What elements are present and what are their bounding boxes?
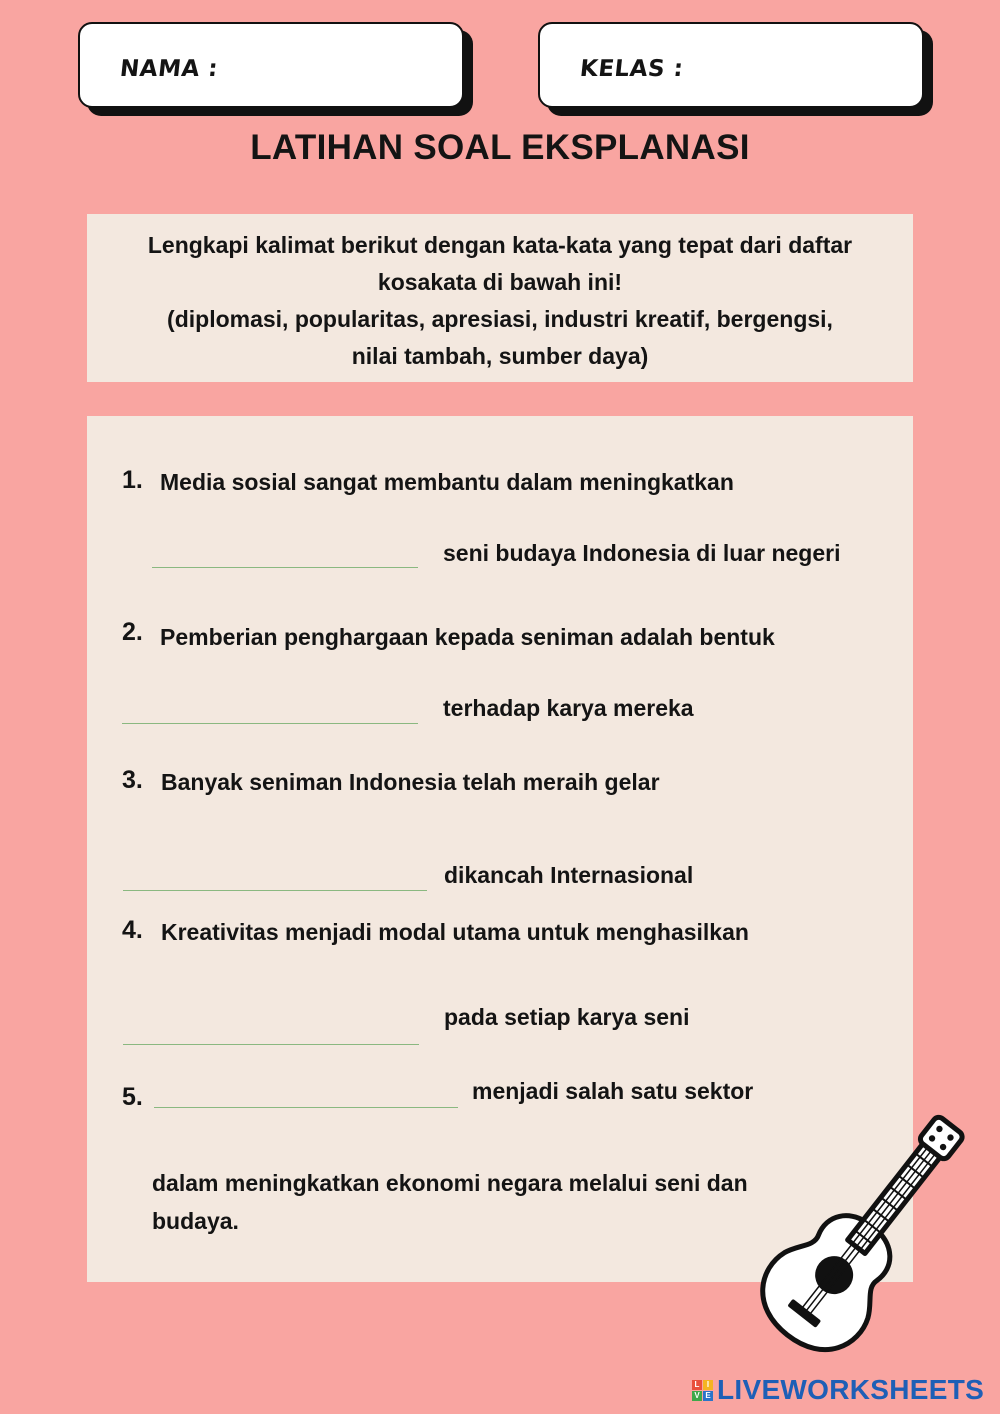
nama-box xyxy=(78,22,464,108)
question-3-prompt: Banyak seniman Indonesia telah meraih gelar xyxy=(161,769,660,795)
kelas-input[interactable] xyxy=(680,48,904,90)
page-title: LATIHAN SOAL EKSPLANASI xyxy=(250,128,750,167)
instructions-box xyxy=(87,214,913,382)
logo-letter: V xyxy=(692,1391,702,1401)
question-5-number: 5. xyxy=(122,1083,143,1111)
question-2-number: 2. xyxy=(122,618,143,646)
logo-letter: E xyxy=(703,1391,713,1401)
question-3-number: 3. xyxy=(122,766,143,794)
liveworksheets-logo xyxy=(692,1372,984,1408)
nama-label: NAMA : xyxy=(118,56,220,82)
question-4-continuation: pada setiap karya seni xyxy=(444,1004,690,1030)
instructions-line: kosakata di bawah ini! xyxy=(377,269,623,295)
kelas-label: KELAS : xyxy=(578,56,685,82)
question-3-answer-field[interactable] xyxy=(123,864,427,891)
liveworksheets-wordmark: LIVEWORKSHEETS xyxy=(717,1374,985,1405)
question-2-prompt: Pemberian penghargaan kepada seniman adalah bentuk xyxy=(160,624,775,650)
question-5-continuation-line: budaya. xyxy=(152,1208,239,1234)
question-4-answer-field[interactable] xyxy=(123,1018,419,1045)
question-5-continuation: menjadi salah satu sektor xyxy=(472,1078,754,1104)
guitar-icon xyxy=(735,1092,985,1392)
logo-letter: L xyxy=(692,1380,702,1390)
vocabulary-list: (diplomasi, popularitas, apresiasi, industri kreatif, bergengsi, xyxy=(167,306,833,332)
logo-letter: I xyxy=(703,1380,713,1390)
question-1-answer-field[interactable] xyxy=(152,541,418,568)
question-4-prompt: Kreativitas menjadi modal utama untuk menghasilkan xyxy=(161,919,749,945)
question-2-answer-field[interactable] xyxy=(122,697,418,724)
question-5-continuation-line: dalam meningkatkan ekonomi negara melalui seni dan xyxy=(152,1170,748,1196)
liveworksheets-icon xyxy=(692,1380,713,1401)
kelas-box xyxy=(538,22,924,108)
instructions-line: Lengkapi kalimat berikut dengan kata-kata yang tepat dari daftar xyxy=(147,232,853,258)
question-4-number: 4. xyxy=(122,916,143,944)
nama-input[interactable] xyxy=(220,48,444,90)
vocabulary-list: nilai tambah, sumber daya) xyxy=(351,343,649,369)
question-5-answer-field[interactable] xyxy=(154,1081,458,1108)
question-3-continuation: dikancah Internasional xyxy=(444,862,694,888)
question-2-continuation: terhadap karya mereka xyxy=(443,695,694,721)
question-1-number: 1. xyxy=(122,466,143,494)
question-1-continuation: seni budaya Indonesia di luar negeri xyxy=(443,540,841,566)
question-1-prompt: Media sosial sangat membantu dalam meningkatkan xyxy=(160,469,734,495)
